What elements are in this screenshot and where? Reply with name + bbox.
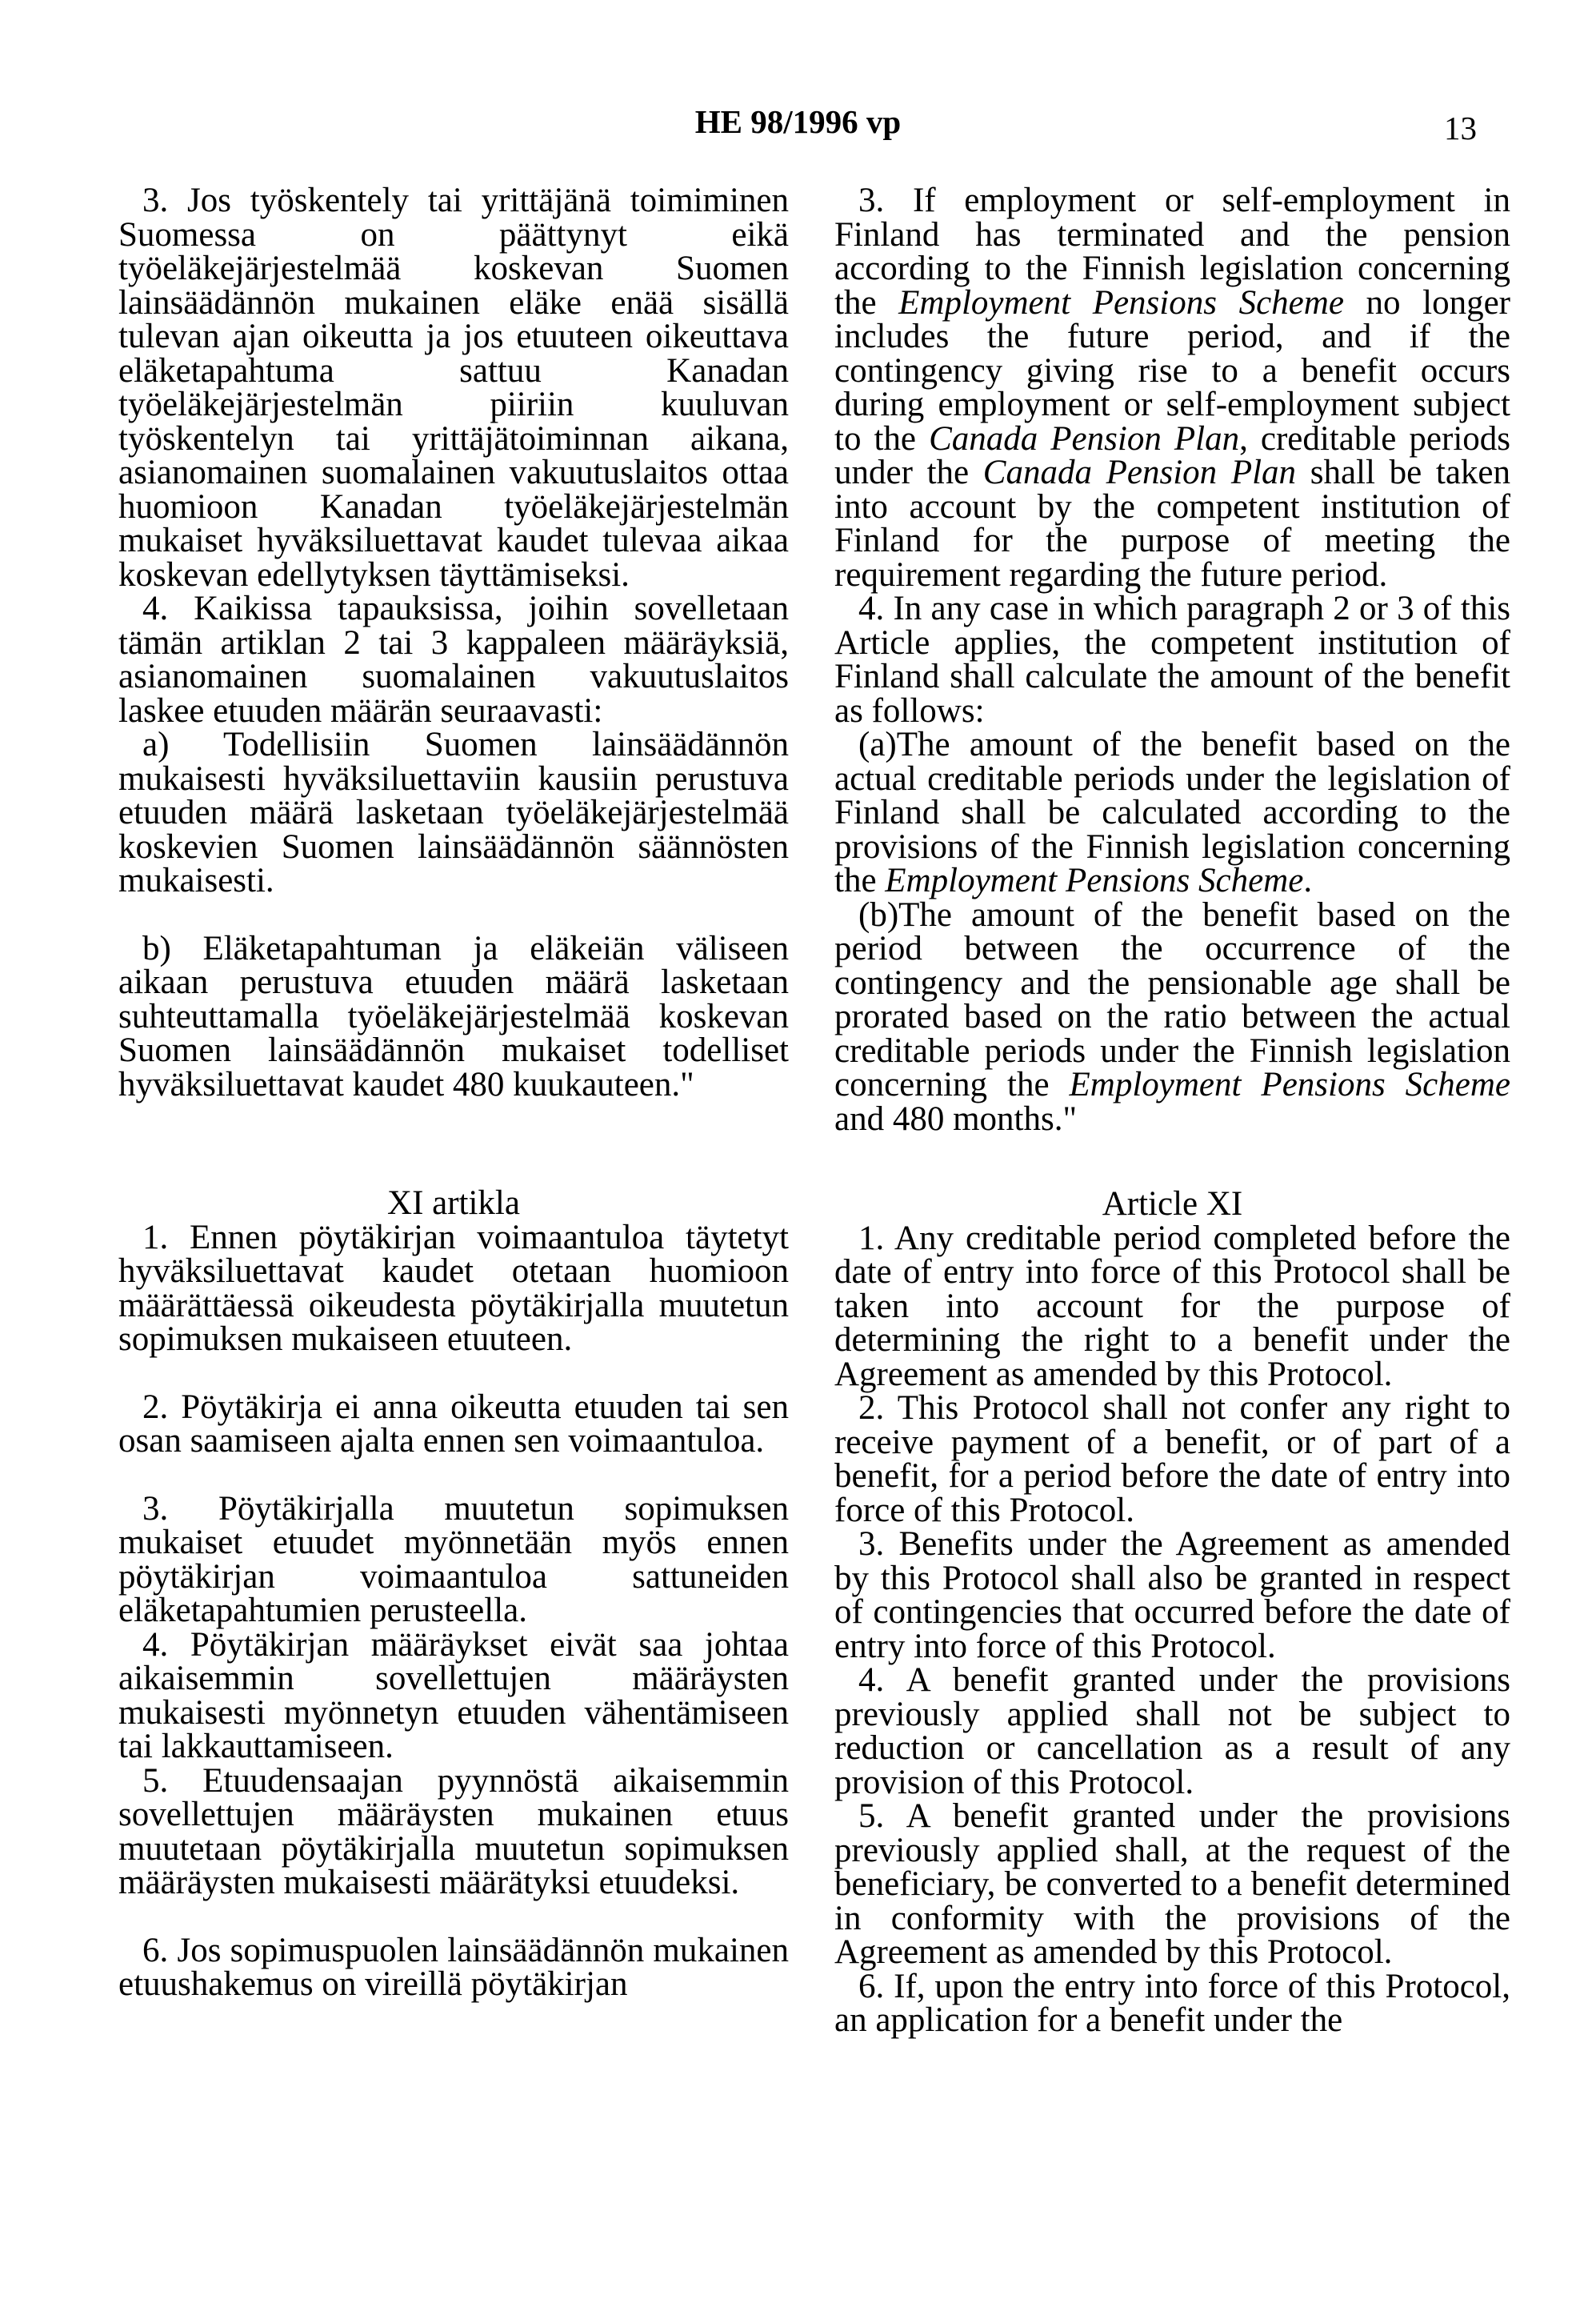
- en-paragraph-4a: [834, 728, 1510, 899]
- page-header: [0, 98, 1596, 146]
- en-article-item-6: 6. If, upon the entry into force of this Protocol, an application for a benefit under the: [834, 1967, 1510, 2039]
- fi-article-item-5: 5. Etuudensaajan pyynnöstä aikaisemmin sovellettujen määräysten mukainen etuus muutetaan pöytäkirjalla muutetun sopimuksen määräysten mukaisesti määrätyksi etuudeksi.: [118, 1761, 789, 1901]
- en-p3-text-2: no longer includes the future period, and if the contingency giving rise to a benefit occurs during employment or self-employment subject to the: [834, 283, 1510, 458]
- en-p3-italic-1: Employment Pensions Scheme: [898, 283, 1344, 322]
- en-p4b-text-2: and 480 months.": [834, 1099, 1078, 1138]
- fi-article-item-4: 4. Pöytäkirjan määräykset eivät saa johtaa aikaisemmin sovellettujen määräysten mukaisesti myönnetyn etuuden vähentämiseen tai lakkauttamiseen.: [118, 1625, 789, 1765]
- en-article-item-3: 3. Benefits under the Agreement as amended by this Protocol shall also be granted in respect of contingencies that occurred before the date of entry into force of this Protocol.: [834, 1525, 1510, 1665]
- fi-article-item-3: 3. Pöytäkirjalla muutetun sopimuksen mukaiset etuudet myönnetään myös ennen pöytäkirjan voimaantuloa sattuneiden eläketapahtumien perusteella.: [118, 1489, 789, 1629]
- fi-article-item-2: 2. Pöytäkirja ei anna oikeutta etuuden tai sen osan saamiseen ajalta ennen sen voimaantuloa.: [118, 1388, 789, 1460]
- fi-paragraph-4b: b) Eläketapahtuman ja eläkeiän väliseen aikaan perustuva etuuden määrä lasketaan suhteuttamalla työeläkejärjestelmää koskevan Suomen lainsäädännön mukaiset todelliset hyväksiluettavat kaudet 480 kuukauteen.": [118, 929, 789, 1103]
- en-p4a-text-1: (a)The amount of the benefit based on the actual creditable periods under the legislation of Finland shall be calculated according to the provisions of the Finnish legislation concerning the: [834, 726, 1510, 899]
- en-article-item-5: 5. A benefit granted under the provisions previously applied shall, at the request of the beneficiary, be converted to a benefit determined in conformity with the provisions of the Agreement as amended by this Protocol.: [834, 1797, 1510, 1971]
- document-id: HE 98/1996 vp: [694, 103, 902, 140]
- fi-paragraph-3: 3. Jos työskentely tai yrittäjänä toimiminen Suomessa on päättynyt eikä työeläkejärjestelmää koskevan Suomen lainsäädännön mukainen eläke enää sisällä tulevan ajan oikeutta ja jos etuuteen oikeuttava eläketapahtuma sattuu Kanadan työeläkejärjestelmän piiriin kuuluvan työskentelyn tai yrittäjätoiminnan aikana, asianomainen suomalainen vakuutuslaitos ottaa huomioon Kanadan työeläkejärjestelmän mukaiset hyväksiluettavat kaudet tulevaa aikaa koskevan edellytyksen täyttämiseksi.: [118, 182, 789, 594]
- english-column: [834, 184, 1510, 2038]
- en-p4a-text-2: .: [1303, 862, 1313, 899]
- en-p4b-text-1: (b)The amount of the benefit based on the period between the occurrence of the contingency and the pensionable age shall be prorated based on the ratio between the actual creditable periods under the Finnish legislation concerning the: [834, 895, 1510, 1103]
- fi-article-heading: XI artikla: [387, 1184, 520, 1222]
- en-article-item-4: 4. A benefit granted under the provisions previously applied shall not be subject to reduction or cancellation as a result of any provision of this Protocol.: [834, 1661, 1510, 1801]
- finnish-column: [118, 184, 789, 2002]
- en-paragraph-3: [834, 184, 1510, 592]
- en-p3-text-1: 3. If employment or self-employment in Finland has terminated and the pension according to the Finnish legislation concerning the: [834, 182, 1510, 322]
- en-article-item-2: 2. This Protocol shall not confer any right to receive payment of a benefit, or of part of a benefit, for a period before the date of entry into force of this Protocol.: [834, 1389, 1510, 1529]
- en-p3-italic-2: Canada Pension Plan: [929, 419, 1240, 458]
- fi-paragraph-4: 4. Kaikissa tapauksissa, joihin sovelletaan tämän artiklan 2 tai 3 kappaleen määräyksiä, asianomainen suomalainen vakuutuslaitos laskee etuuden määrän seuraavasti:: [118, 590, 789, 730]
- en-p4a-italic-1: Employment Pensions Scheme: [885, 862, 1304, 899]
- en-article-heading: Article XI: [1102, 1185, 1243, 1223]
- fi-article-item-1: 1. Ennen pöytäkirjan voimaantuloa täytetyt hyväksiluettavat kaudet otetaan huomioon määrättäessä oikeudesta pöytäkirjalla muutetun sopimuksen mukaiseen etuuteen.: [118, 1218, 789, 1358]
- en-p3-text-4: shall be taken into account by the competent institution of Finland for the purpose of meeting the requirement regarding the future period.: [834, 454, 1510, 594]
- fi-paragraph-4a: a) Todellisiin Suomen lainsäädännön mukaisesti hyväksiluettaviin kausiin perustuva etuuden määrä lasketaan työeläkejärjestelmää koskevien Suomen lainsäädännön säännösten mukaisesti.: [118, 726, 789, 899]
- fi-article-item-6: 6. Jos sopimuspuolen lainsäädännön mukainen etuushakemus on vireillä pöytäkirjan: [118, 1931, 789, 2003]
- en-p4b-italic-1: Employment Pensions Scheme: [1069, 1066, 1510, 1103]
- en-p3-italic-3: Canada Pension Plan: [982, 454, 1297, 491]
- en-paragraph-4b: [834, 895, 1510, 1138]
- en-p3-text-3: , creditable periods under the: [834, 419, 1510, 491]
- page-number: 13: [1444, 110, 1477, 146]
- en-paragraph-4: 4. In any case in which paragraph 2 or 3 of this Article applies, the competent institution of Finland shall calculate the amount of the benefit as follows:: [834, 590, 1510, 730]
- en-article-item-1: 1. Any creditable period completed before the date of entry into force of this Protocol shall be taken into account for the purpose of determining the right to a benefit under the Agreement as amended by this Protocol.: [834, 1219, 1510, 1393]
